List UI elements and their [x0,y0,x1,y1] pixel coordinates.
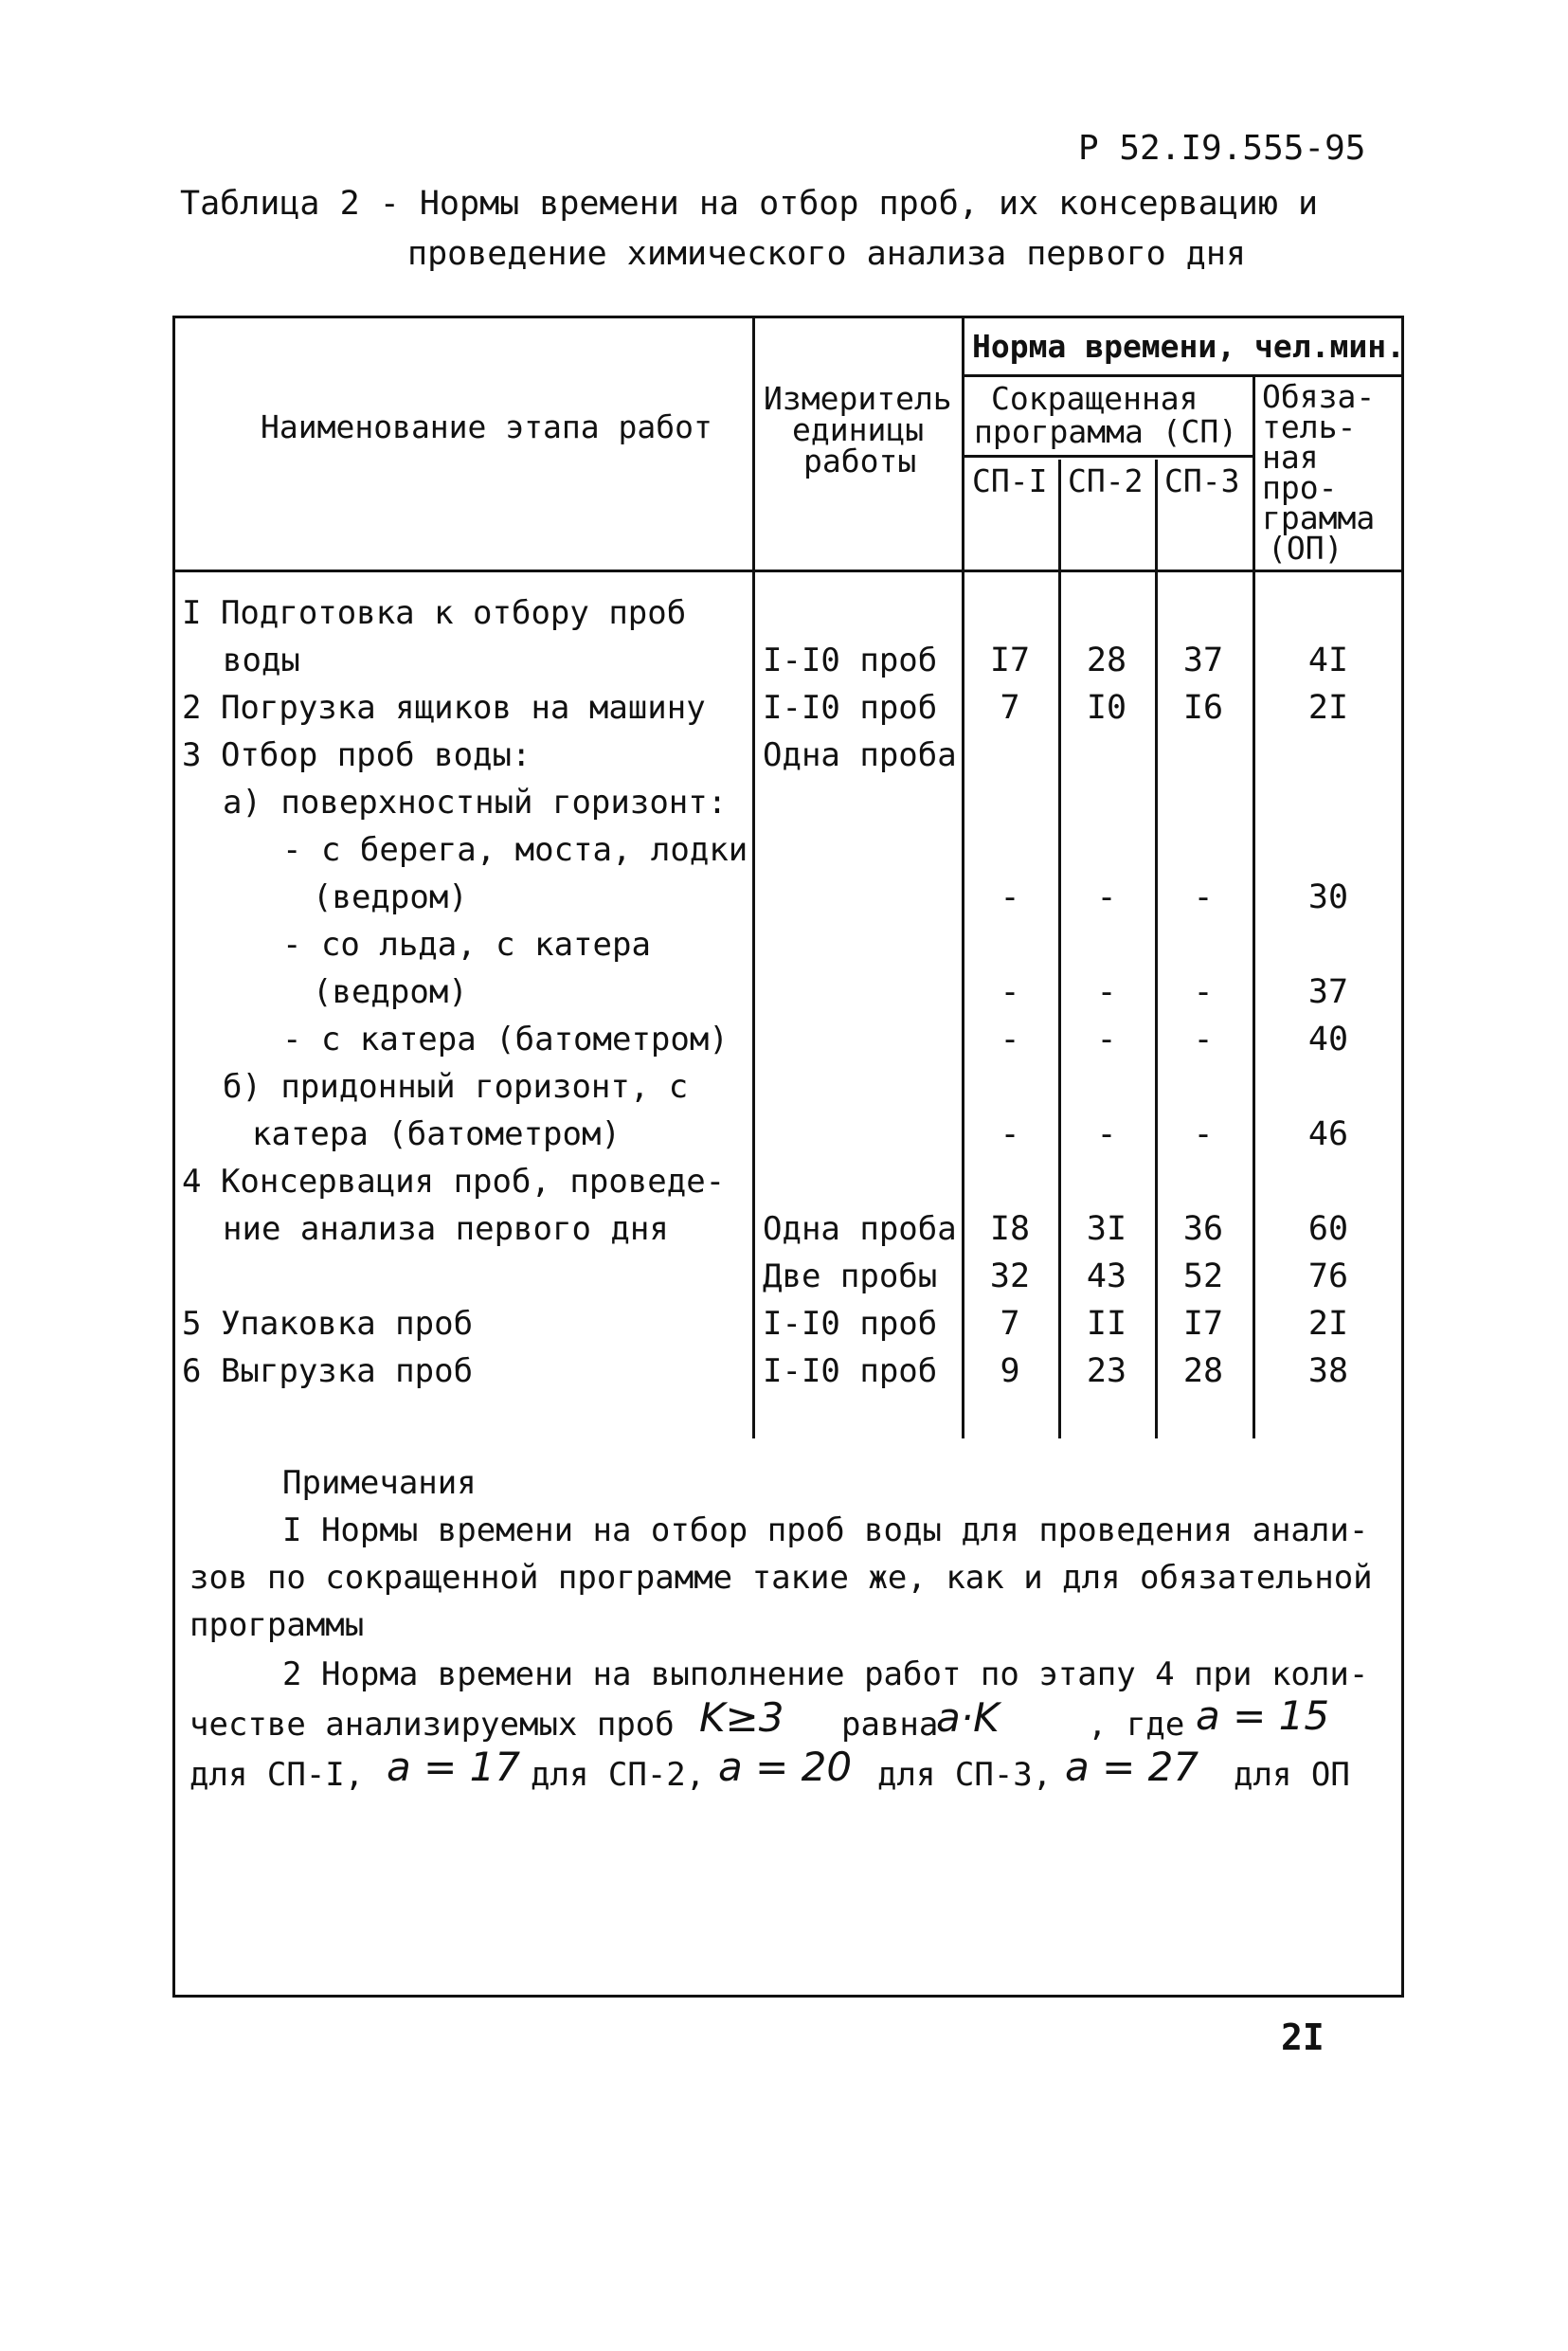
table-row-stage: - с катера (батометром) [282,1021,729,1058]
table-cell-op: 76 [1307,1257,1349,1295]
header-sp3: СП-3 [1164,462,1240,499]
table-row-stage: б) придонный горизонт, с [223,1068,689,1106]
table-cell-op: 2I [1307,1305,1349,1343]
table-row-stage: а) поверхностный горизонт: [223,784,728,822]
header-reduced-line-2: программа (СП) [974,413,1238,450]
table-cell-sp2: 28 [1086,642,1127,679]
table-row-stage: - с берега, моста, лодки [282,831,748,869]
table-row-stage: - со льда, с катера [282,926,651,964]
table-row-stage: 6 Выгрузка проб [182,1352,474,1390]
col-sep-sp2 [1058,460,1061,1438]
table-cell-sp1: - [1000,1115,1020,1153]
table-row-stage: (ведром) [313,878,468,916]
table-cell-op: 2I [1307,689,1349,727]
header-mandatory-1: Обяза- [1262,378,1376,415]
table-cell-sp1: 9 [1000,1352,1020,1390]
note-2-a-sp2: a = 17 [387,1744,521,1790]
page-number: 2I [1281,2016,1325,2058]
table-top-border [172,316,1404,318]
table-row-unit: I-I0 проб [763,1352,938,1390]
table-cell-op: 37 [1307,973,1349,1011]
table-cell-sp2: - [1096,1115,1117,1153]
note-2-for-sp3: для СП-3, [877,1756,1053,1794]
table-right-border [1401,316,1404,1995]
header-stage: Наименование этапа работ [261,408,712,445]
table-cell-sp1: - [1000,973,1020,1011]
table-cell-sp3: I6 [1182,689,1224,727]
col-sep-sp3 [1155,460,1158,1438]
table-row-unit: I-I0 проб [763,642,938,679]
table-cell-sp3: 36 [1182,1210,1224,1248]
table-cell-sp2: I0 [1086,689,1127,727]
document-code: Р 52.I9.555-95 [1078,129,1366,168]
note-2-for-op: для ОП [1234,1756,1350,1794]
table-cell-sp1: I7 [989,642,1031,679]
table-cell-sp1: 32 [989,1257,1031,1295]
table-cell-sp3: - [1193,878,1214,916]
note-2-a-sp3: a = 20 [718,1744,853,1790]
note-1-line-1: I Нормы времени на отбор проб воды для проведения анали- [282,1511,1369,1549]
table-cell-sp2: - [1096,878,1117,916]
note-2-for-sp2: для СП-2, [531,1756,706,1794]
notes-title: Примечания [282,1464,477,1502]
header-unit-line-3: работы [803,443,917,479]
table-cell-sp3: 37 [1182,642,1224,679]
table-row-stage: катера (батометром) [252,1115,621,1153]
note-1-line-2: зов по сокращенной программе такие же, как и для обязательной [189,1559,1373,1597]
table-row-stage: 5 Упаковка проб [182,1305,474,1343]
col-sep-unit [752,316,755,1438]
note-2-for-sp1: для СП-I, [189,1756,365,1794]
header-mandatory-5: грамма [1262,499,1376,536]
table-cell-sp1: 7 [1000,1305,1020,1343]
table-left-border [172,316,175,1998]
note-1-line-3: программы [189,1606,365,1644]
table-cell-op: 60 [1307,1210,1349,1248]
table-cell-sp3: I7 [1182,1305,1224,1343]
table-row-stage: (ведром) [313,973,468,1011]
table-cell-sp2: 3I [1086,1210,1127,1248]
table-row-stage: ние анализа первого дня [223,1210,669,1248]
table-caption-line-2: проведение химического анализа первого дня [407,235,1247,273]
note-2-line-1: 2 Норма времени на выполнение работ по этапу 4 при коли- [282,1655,1369,1693]
header-unit-line-2: единицы [792,411,925,448]
table-cell-sp2: 43 [1086,1257,1127,1295]
header-sp2: СП-2 [1068,462,1144,499]
note-2-a-op: a = 27 [1065,1744,1199,1790]
table-row-stage: 4 Консервация проб, проведе- [182,1163,726,1201]
table-row-stage: воды [223,642,300,679]
header-mandatory-6: (ОП) [1268,530,1343,567]
header-mandatory-4: про- [1262,469,1338,506]
table-row-stage: I Подготовка к отбору проб [182,594,687,632]
table-cell-sp1: 7 [1000,689,1020,727]
header-norm-title: Норма времени, чел.мин. [972,328,1405,365]
header-unit-line-1: Измеритель [764,380,952,417]
header-reduced-line-1: Сокращенная [991,380,1199,417]
table-row-stage: 3 Отбор проб воды: [182,736,532,774]
norm-title-bottom [962,374,1404,377]
table-row-unit: I-I0 проб [763,1305,938,1343]
col-sep-sp1 [962,316,964,1438]
note-2-gde: , где [1088,1706,1185,1744]
table-row-stage: 2 Погрузка ящиков на машину [182,689,706,727]
table-row-unit: Одна проба [763,736,957,774]
table-cell-op: 38 [1307,1352,1349,1390]
table-cell-sp2: - [1096,1021,1117,1058]
note-2-formula: a·K [936,1694,1000,1741]
header-mandatory-3: ная [1262,439,1319,476]
table-row-unit: Одна проба [763,1210,957,1248]
table-cell-op: 46 [1307,1115,1349,1153]
table-cell-sp1: - [1000,1021,1020,1058]
reduced-bottom [962,455,1253,458]
note-2-line-2: честве анализируемых проб [189,1706,675,1744]
header-sp1: СП-I [972,462,1048,499]
table-cell-op: 4I [1307,642,1349,679]
table-cell-sp3: - [1193,973,1214,1011]
table-row-unit: Две пробы [763,1257,938,1295]
table-cell-sp2: 23 [1086,1352,1127,1390]
header-mandatory-2: тель- [1262,408,1357,445]
note-2-k-condition: K≥3 [699,1694,784,1741]
table-cell-sp1: I8 [989,1210,1031,1248]
table-cell-sp2: - [1096,973,1117,1011]
note-2-ravna: равна [841,1706,939,1744]
table-cell-op: 30 [1307,878,1349,916]
table-row-unit: I-I0 проб [763,689,938,727]
table-cell-sp3: 52 [1182,1257,1224,1295]
table-bottom-border [172,1995,1404,1998]
table-cell-sp3: - [1193,1115,1214,1153]
table-caption-line-1: Таблица 2 - Нормы времени на отбор проб, их консервацию и [180,185,1319,223]
note-2-a-sp1: a = 15 [1196,1692,1330,1739]
header-bottom-line [172,570,1404,572]
table-cell-op: 40 [1307,1021,1349,1058]
col-sep-op [1253,374,1255,1438]
table-cell-sp1: - [1000,878,1020,916]
table-cell-sp3: - [1193,1021,1214,1058]
table-cell-sp3: 28 [1182,1352,1224,1390]
table-cell-sp2: II [1086,1305,1127,1343]
